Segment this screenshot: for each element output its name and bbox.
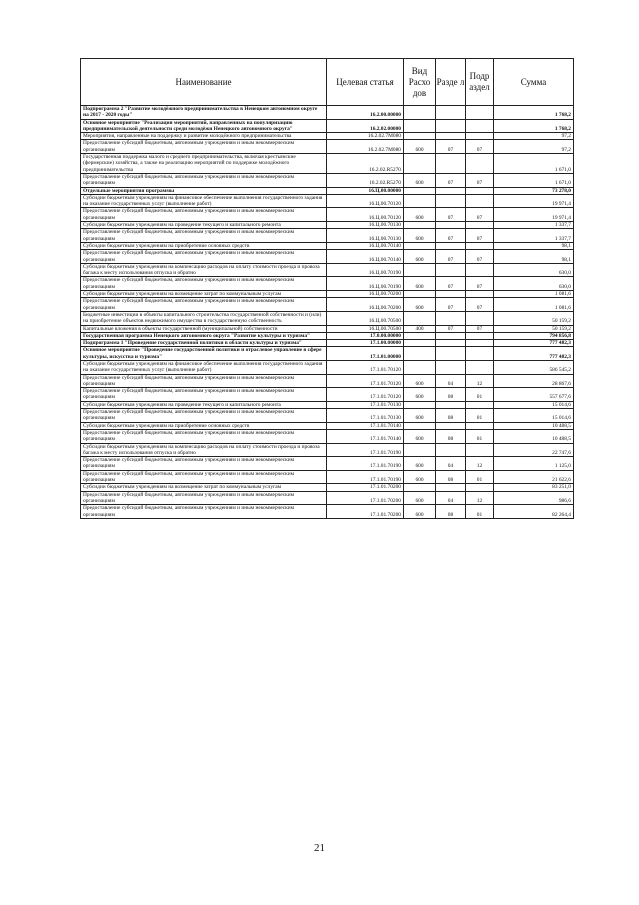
row-subsection-cell bbox=[466, 291, 494, 298]
row-subsection-cell bbox=[466, 360, 494, 374]
row-section-cell: 04 bbox=[436, 491, 466, 505]
row-section-cell: 04 bbox=[436, 457, 466, 471]
row-subsection-cell bbox=[466, 222, 494, 229]
row-expense-type-cell bbox=[404, 187, 436, 194]
row-sum-cell: 557 677,6 bbox=[494, 388, 574, 402]
row-code-cell: 17.1.01.70120 bbox=[327, 374, 404, 388]
row-expense-type-cell bbox=[404, 340, 436, 347]
row-name-cell: Предоставление субсидий бюджетным, автономным учреждениям и иным некоммерческим организациям bbox=[81, 470, 327, 484]
header-sum: Сумма bbox=[494, 59, 574, 106]
row-sum-cell: 82 264,4 bbox=[494, 505, 574, 519]
row-expense-type-cell bbox=[404, 106, 436, 120]
row-name-cell: Предоставление субсидий бюджетным, автономным учреждениям и иным некоммерческим организациям bbox=[81, 173, 327, 187]
row-sum-cell: 1 768,2 bbox=[494, 106, 574, 120]
row-expense-type-cell bbox=[404, 484, 436, 491]
row-expense-type-cell: 600 bbox=[404, 470, 436, 484]
row-code-cell: 16.Ц.00.00000 bbox=[327, 187, 404, 194]
row-sum-cell: 586 545,2 bbox=[494, 360, 574, 374]
row-subsection-cell bbox=[466, 332, 494, 339]
header-subsection: Подр аздел bbox=[466, 59, 494, 106]
table-row bbox=[81, 154, 574, 174]
row-name-cell: Субсидии бюджетным учреждениям на возмещение затрат по коммунальным услугам bbox=[81, 484, 327, 491]
row-name-cell: Субсидии бюджетным учреждениям на компенсацию расходов на оплату стоимости проезда и провоза багажа к месту использования отпуска и обратно bbox=[81, 443, 327, 457]
table-row bbox=[81, 106, 574, 120]
row-sum-cell: 73 278,0 bbox=[494, 187, 574, 194]
row-expense-type-cell: 600 bbox=[404, 374, 436, 388]
row-subsection-cell bbox=[466, 401, 494, 408]
row-name-cell: Субсидии бюджетным учреждениям на проведение текущего и капитального ремонта bbox=[81, 222, 327, 229]
row-sum-cell: 28 867,6 bbox=[494, 374, 574, 388]
row-subsection-cell: 01 bbox=[466, 409, 494, 423]
row-name-cell: Субсидии бюджетным учреждениям на приобретение основных средств bbox=[81, 242, 327, 249]
table-row bbox=[81, 291, 574, 298]
row-name-cell: Мероприятия, направленные на поддержку и развитие молодёжного предпринимательства bbox=[81, 133, 327, 140]
row-name-cell: Предоставление субсидий бюджетным, автономным учреждениям и иным некоммерческим организациям bbox=[81, 298, 327, 312]
row-sum-cell: 1 671,0 bbox=[494, 173, 574, 187]
row-expense-type-cell: 600 bbox=[404, 277, 436, 291]
row-code-cell: 16.2.02.R5270 bbox=[327, 154, 404, 174]
header-name: Наименование bbox=[81, 59, 327, 106]
row-section-cell: 07 bbox=[436, 208, 466, 222]
row-subsection-cell bbox=[466, 187, 494, 194]
row-expense-type-cell bbox=[404, 401, 436, 408]
row-section-cell: 08 bbox=[436, 470, 466, 484]
row-code-cell: 17.1.01.70200 bbox=[327, 505, 404, 519]
row-section-cell bbox=[436, 133, 466, 140]
row-code-cell: 17.1.01.70140 bbox=[327, 422, 404, 429]
header-target-article: Целевая статья bbox=[327, 59, 404, 106]
table-row bbox=[81, 311, 574, 325]
row-expense-type-cell bbox=[404, 263, 436, 277]
table-row bbox=[81, 222, 574, 229]
row-name-cell: Капитальные вложения в объекты государственной (муниципальной) собственности bbox=[81, 325, 327, 332]
row-expense-type-cell: 600 bbox=[404, 173, 436, 187]
table-row bbox=[81, 340, 574, 347]
row-expense-type-cell: 600 bbox=[404, 250, 436, 264]
table-row bbox=[81, 298, 574, 312]
row-code-cell: 17.1.01.70190 bbox=[327, 443, 404, 457]
row-code-cell: 16.2.00.00000 bbox=[327, 106, 404, 120]
row-section-cell bbox=[436, 340, 466, 347]
row-name-cell: Предоставление субсидий бюджетным, автономным учреждениям и иным некоммерческим организациям bbox=[81, 140, 327, 154]
row-sum-cell: 777 482,3 bbox=[494, 347, 574, 361]
row-code-cell: 16.Ц.00.70190 bbox=[327, 277, 404, 291]
row-name-cell: Субсидии бюджетным учреждениям на возмещение затрат по коммунальным услугам bbox=[81, 291, 327, 298]
row-expense-type-cell: 600 bbox=[404, 457, 436, 471]
row-code-cell: 16.Ц.00.70130 bbox=[327, 222, 404, 229]
row-subsection-cell: 07 bbox=[466, 229, 494, 243]
row-section-cell bbox=[436, 311, 466, 325]
row-subsection-cell bbox=[466, 422, 494, 429]
header-expense-type: Вид Расхо дов bbox=[404, 59, 436, 106]
row-code-cell: 17.1.00.00000 bbox=[327, 340, 404, 347]
row-code-cell: 17.1.01.70200 bbox=[327, 484, 404, 491]
row-code-cell: 17.1.01.70190 bbox=[327, 457, 404, 471]
row-name-cell: Предоставление субсидий бюджетным, автономным учреждениям и иным некоммерческим организациям bbox=[81, 457, 327, 471]
header-section: Разде л bbox=[436, 59, 466, 106]
table-row bbox=[81, 140, 574, 154]
row-section-cell bbox=[436, 242, 466, 249]
table-row bbox=[81, 505, 574, 519]
row-code-cell: 16.2.02.7М080 bbox=[327, 133, 404, 140]
row-name-cell: Предоставление субсидий бюджетным, автономным учреждениям и иным некоммерческим организациям bbox=[81, 208, 327, 222]
row-sum-cell: 1 337,7 bbox=[494, 222, 574, 229]
row-subsection-cell: 07 bbox=[466, 140, 494, 154]
row-expense-type-cell bbox=[404, 311, 436, 325]
row-section-cell bbox=[436, 332, 466, 339]
row-name-cell: Подпрограмма 2 "Развитие молодёжного предпринимательства в Ненецком автономном округе на 2017 - 2020 годы" bbox=[81, 106, 327, 120]
row-section-cell bbox=[436, 360, 466, 374]
table-row bbox=[81, 208, 574, 222]
row-expense-type-cell bbox=[404, 154, 436, 174]
row-code-cell: 17.1.01.70130 bbox=[327, 401, 404, 408]
row-expense-type-cell: 600 bbox=[404, 409, 436, 423]
row-section-cell bbox=[436, 443, 466, 457]
table-row bbox=[81, 484, 574, 491]
row-expense-type-cell: 600 bbox=[404, 491, 436, 505]
row-section-cell: 04 bbox=[436, 374, 466, 388]
row-expense-type-cell bbox=[404, 119, 436, 133]
row-section-cell bbox=[436, 347, 466, 361]
table-row bbox=[81, 347, 574, 361]
row-section-cell bbox=[436, 119, 466, 133]
row-name-cell: Предоставление субсидий бюджетным, автономным учреждениям и иным некоммерческим организациям bbox=[81, 388, 327, 402]
table-row bbox=[81, 250, 574, 264]
row-subsection-cell: 07 bbox=[466, 173, 494, 187]
row-subsection-cell: 01 bbox=[466, 505, 494, 519]
row-section-cell bbox=[436, 291, 466, 298]
row-sum-cell: 1 671,0 bbox=[494, 154, 574, 174]
row-expense-type-cell: 600 bbox=[404, 429, 436, 443]
row-sum-cell: 1 081,6 bbox=[494, 291, 574, 298]
row-subsection-cell bbox=[466, 484, 494, 491]
row-code-cell: 16.Ц.00.70140 bbox=[327, 250, 404, 264]
table-row bbox=[81, 422, 574, 429]
row-name-cell: Предоставление субсидий бюджетным, автономным учреждениям и иным некоммерческим организациям bbox=[81, 229, 327, 243]
row-sum-cell: 21 622,6 bbox=[494, 470, 574, 484]
row-name-cell: Бюджетные инвестиции в объекты капитального строительства государственной собственности и (или) на приобретение объектов недвижимого имущества в государственную собственность bbox=[81, 311, 327, 325]
row-name-cell: Субсидии бюджетным учреждениям на финансовое обеспечение выполнения государственного задания на оказание государственных услуг (выполнение работ) bbox=[81, 194, 327, 208]
row-code-cell: 16.Ц.00.70200 bbox=[327, 291, 404, 298]
table-row bbox=[81, 119, 574, 133]
row-name-cell: Предоставление субсидий бюджетным, автономным учреждениям и иным некоммерческим организациям bbox=[81, 374, 327, 388]
row-subsection-cell bbox=[466, 340, 494, 347]
row-sum-cell: 97,2 bbox=[494, 133, 574, 140]
row-subsection-cell: 07 bbox=[466, 250, 494, 264]
row-subsection-cell bbox=[466, 194, 494, 208]
row-section-cell: 07 bbox=[436, 277, 466, 291]
row-sum-cell: 1 768,2 bbox=[494, 119, 574, 133]
row-subsection-cell: 07 bbox=[466, 208, 494, 222]
table-row bbox=[81, 325, 574, 332]
row-sum-cell: 19 971,4 bbox=[494, 194, 574, 208]
row-section-cell: 07 bbox=[436, 229, 466, 243]
row-section-cell bbox=[436, 222, 466, 229]
row-code-cell: 16.Ц.00.70140 bbox=[327, 242, 404, 249]
row-sum-cell: 1 081,6 bbox=[494, 298, 574, 312]
row-name-cell: Предоставление субсидий бюджетным, автономным учреждениям и иным некоммерческим организациям bbox=[81, 409, 327, 423]
row-section-cell: 08 bbox=[436, 388, 466, 402]
row-expense-type-cell: 600 bbox=[404, 140, 436, 154]
row-code-cell: 16.2.02.R5270 bbox=[327, 173, 404, 187]
row-sum-cell: 630,0 bbox=[494, 277, 574, 291]
row-name-cell: Основное мероприятие "Реализация мероприятий, направленных на популяризацию предпринимательской деятельности среди молодёжи Ненецкого автономного округа" bbox=[81, 119, 327, 133]
row-sum-cell: 630,0 bbox=[494, 263, 574, 277]
row-name-cell: Субсидии бюджетным учреждениям на проведение текущего и капитального ремонта bbox=[81, 401, 327, 408]
row-sum-cell: 50 159,2 bbox=[494, 311, 574, 325]
row-sum-cell: 794 856,8 bbox=[494, 332, 574, 339]
row-sum-cell: 97,2 bbox=[494, 140, 574, 154]
row-section-cell: 07 bbox=[436, 140, 466, 154]
row-expense-type-cell bbox=[404, 422, 436, 429]
row-subsection-cell: 12 bbox=[466, 457, 494, 471]
row-name-cell: Подпрограмма 1 "Проведение государственной политики в области культуры и туризма" bbox=[81, 340, 327, 347]
row-name-cell: Основное мероприятие "Проведение государственной политики и отраслевое управление в сфере культуры, искусства и туризма" bbox=[81, 347, 327, 361]
row-section-cell: 08 bbox=[436, 505, 466, 519]
table-row bbox=[81, 470, 574, 484]
table-row bbox=[81, 443, 574, 457]
row-section-cell: 07 bbox=[436, 173, 466, 187]
row-section-cell bbox=[436, 422, 466, 429]
row-expense-type-cell: 400 bbox=[404, 325, 436, 332]
row-sum-cell: 22 747,6 bbox=[494, 443, 574, 457]
table-header-row bbox=[81, 59, 574, 106]
budget-table bbox=[80, 58, 574, 519]
row-name-cell: Отдельные мероприятия программы bbox=[81, 187, 327, 194]
row-sum-cell: 1 337,7 bbox=[494, 229, 574, 243]
row-sum-cell: 19 971,4 bbox=[494, 208, 574, 222]
row-name-cell: Государственная поддержка малого и среднего предпринимательства, включая крестьянские (фермерские) хозяйства, а также на реализацию мероприятий по поддержке молодёжного предпринимательства bbox=[81, 154, 327, 174]
row-section-cell bbox=[436, 106, 466, 120]
row-subsection-cell: 07 bbox=[466, 325, 494, 332]
row-expense-type-cell bbox=[404, 222, 436, 229]
row-code-cell: 16.Ц.00.70500 bbox=[327, 311, 404, 325]
table-row bbox=[81, 187, 574, 194]
table-row bbox=[81, 263, 574, 277]
row-sum-cell: 986,6 bbox=[494, 491, 574, 505]
row-subsection-cell bbox=[466, 263, 494, 277]
row-sum-cell: 83 251,0 bbox=[494, 484, 574, 491]
row-name-cell: Предоставление субсидий бюджетным, автономным учреждениям и иным некоммерческим организациям bbox=[81, 491, 327, 505]
table-row bbox=[81, 409, 574, 423]
row-name-cell: Субсидии бюджетным учреждениям на приобретение основных средств bbox=[81, 422, 327, 429]
row-name-cell: Государственная программа Ненецкого автономного округа "Развитие культуры и туризма" bbox=[81, 332, 327, 339]
row-expense-type-cell: 600 bbox=[404, 298, 436, 312]
row-subsection-cell: 07 bbox=[466, 277, 494, 291]
row-subsection-cell bbox=[466, 154, 494, 174]
row-expense-type-cell bbox=[404, 360, 436, 374]
row-expense-type-cell: 600 bbox=[404, 208, 436, 222]
row-section-cell bbox=[436, 484, 466, 491]
table-row bbox=[81, 401, 574, 408]
row-subsection-cell bbox=[466, 443, 494, 457]
row-name-cell: Предоставление субсидий бюджетным, автономным учреждениям и иным некоммерческим организациям bbox=[81, 250, 327, 264]
row-sum-cell: 15 014,6 bbox=[494, 401, 574, 408]
table-row bbox=[81, 194, 574, 208]
row-code-cell: 17.1.01.70130 bbox=[327, 409, 404, 423]
row-expense-type-cell bbox=[404, 443, 436, 457]
row-sum-cell: 98,1 bbox=[494, 250, 574, 264]
row-sum-cell: 1 125,0 bbox=[494, 457, 574, 471]
row-code-cell: 16.2.02.7М080 bbox=[327, 140, 404, 154]
row-expense-type-cell bbox=[404, 133, 436, 140]
row-section-cell bbox=[436, 187, 466, 194]
row-subsection-cell: 12 bbox=[466, 374, 494, 388]
row-subsection-cell bbox=[466, 119, 494, 133]
row-name-cell: Предоставление субсидий бюджетным, автономным учреждениям и иным некоммерческим организациям bbox=[81, 429, 327, 443]
row-section-cell: 07 bbox=[436, 325, 466, 332]
table-row bbox=[81, 374, 574, 388]
row-expense-type-cell: 600 bbox=[404, 388, 436, 402]
row-section-cell bbox=[436, 154, 466, 174]
row-name-cell: Предоставление субсидий бюджетным, автономным учреждениям и иным некоммерческим организациям bbox=[81, 277, 327, 291]
table-row bbox=[81, 277, 574, 291]
table-row bbox=[81, 173, 574, 187]
row-code-cell: 16.Ц.00.70190 bbox=[327, 263, 404, 277]
row-code-cell: 17.1.01.70190 bbox=[327, 470, 404, 484]
row-expense-type-cell bbox=[404, 332, 436, 339]
row-subsection-cell: 01 bbox=[466, 388, 494, 402]
row-sum-cell: 777 482,3 bbox=[494, 340, 574, 347]
row-subsection-cell bbox=[466, 347, 494, 361]
row-section-cell: 08 bbox=[436, 429, 466, 443]
row-code-cell: 16.2.02.00000 bbox=[327, 119, 404, 133]
row-code-cell: 17.1.01.70120 bbox=[327, 360, 404, 374]
row-subsection-cell bbox=[466, 311, 494, 325]
page-number: 21 bbox=[314, 842, 325, 854]
table-row bbox=[81, 133, 574, 140]
row-subsection-cell: 07 bbox=[466, 298, 494, 312]
row-sum-cell: 15 014,6 bbox=[494, 409, 574, 423]
row-code-cell: 16.Ц.00.70120 bbox=[327, 208, 404, 222]
table-row bbox=[81, 429, 574, 443]
row-code-cell: 16.Ц.00.70130 bbox=[327, 229, 404, 243]
row-section-cell: 07 bbox=[436, 298, 466, 312]
row-sum-cell: 50 159,2 bbox=[494, 325, 574, 332]
row-subsection-cell bbox=[466, 242, 494, 249]
table-row bbox=[81, 457, 574, 471]
row-section-cell bbox=[436, 194, 466, 208]
row-name-cell: Субсидии бюджетным учреждениям на финансовое обеспечение выполнения государственного задания на оказание государственных услуг (выполнение работ) bbox=[81, 360, 327, 374]
row-expense-type-cell: 600 bbox=[404, 505, 436, 519]
row-section-cell bbox=[436, 401, 466, 408]
row-expense-type-cell bbox=[404, 242, 436, 249]
table-body bbox=[81, 106, 574, 519]
row-expense-type-cell: 600 bbox=[404, 229, 436, 243]
row-code-cell: 17.1.01.70120 bbox=[327, 388, 404, 402]
row-subsection-cell bbox=[466, 106, 494, 120]
row-code-cell: 17.1.01.70200 bbox=[327, 491, 404, 505]
row-code-cell: 17.0.00.00000 bbox=[327, 332, 404, 339]
row-section-cell: 07 bbox=[436, 250, 466, 264]
row-expense-type-cell bbox=[404, 194, 436, 208]
row-name-cell: Предоставление субсидий бюджетным, автономным учреждениям и иным некоммерческим организациям bbox=[81, 505, 327, 519]
row-subsection-cell bbox=[466, 133, 494, 140]
table-row bbox=[81, 491, 574, 505]
row-sum-cell: 10 488,5 bbox=[494, 429, 574, 443]
row-subsection-cell: 01 bbox=[466, 470, 494, 484]
row-expense-type-cell bbox=[404, 347, 436, 361]
table-row bbox=[81, 360, 574, 374]
row-subsection-cell: 01 bbox=[466, 429, 494, 443]
table-row bbox=[81, 332, 574, 339]
row-sum-cell: 10 488,5 bbox=[494, 422, 574, 429]
table-row bbox=[81, 388, 574, 402]
row-code-cell: 16.Ц.00.70120 bbox=[327, 194, 404, 208]
row-name-cell: Субсидии бюджетным учреждениям на компенсацию расходов на оплату стоимости проезда и провоза багажа к месту использования отпуска и обратно bbox=[81, 263, 327, 277]
row-section-cell: 08 bbox=[436, 409, 466, 423]
row-code-cell: 17.1.01.70140 bbox=[327, 429, 404, 443]
row-section-cell bbox=[436, 263, 466, 277]
row-subsection-cell: 12 bbox=[466, 491, 494, 505]
row-expense-type-cell bbox=[404, 291, 436, 298]
row-code-cell: 17.1.01.00000 bbox=[327, 347, 404, 361]
row-code-cell: 16.Ц.00.70500 bbox=[327, 325, 404, 332]
table-row bbox=[81, 242, 574, 249]
row-sum-cell: 98,1 bbox=[494, 242, 574, 249]
row-code-cell: 16.Ц.00.70200 bbox=[327, 298, 404, 312]
table-row bbox=[81, 229, 574, 243]
